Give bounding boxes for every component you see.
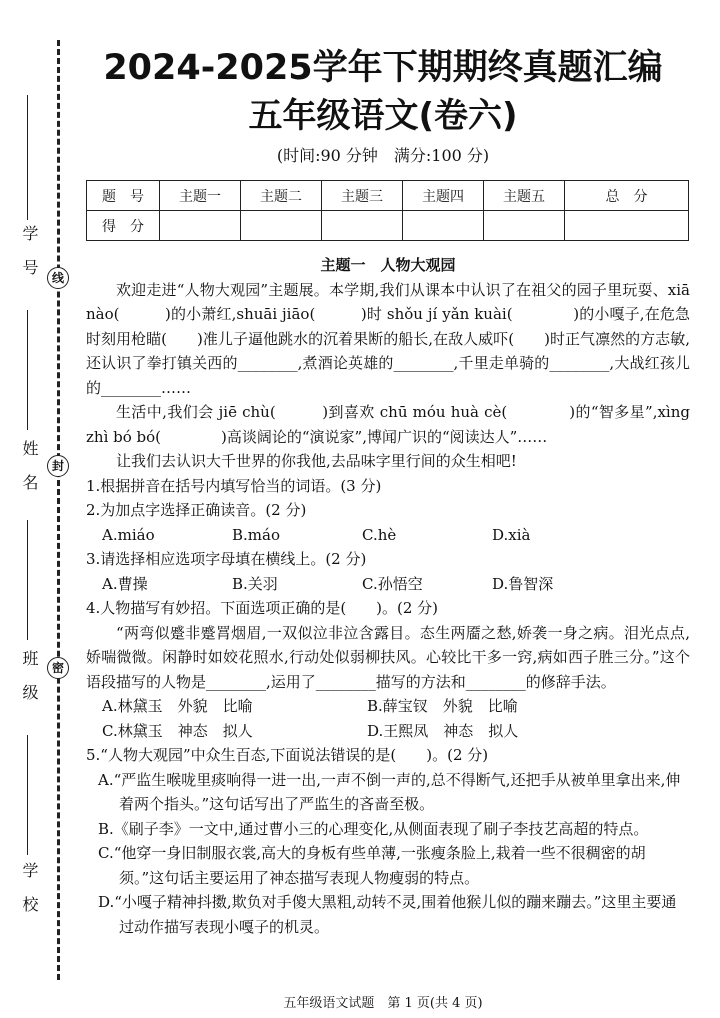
score-col-label: 题 号 xyxy=(87,181,160,211)
seal-xian: 线 xyxy=(47,267,69,289)
school-line xyxy=(27,735,28,855)
name-line xyxy=(27,310,28,430)
q4-option-c[interactable]: C.林黛玉 神态 拟人 xyxy=(102,721,253,740)
q5-option-a[interactable]: A.“严监生喉咙里痰响得一进一出,一声不倒一声的,总不得断气,还把手从被单里拿出来,伸着两个指头。”这句话写出了严监生的吝啬至极。 xyxy=(98,770,681,813)
score-cell[interactable] xyxy=(565,211,689,241)
score-cell[interactable] xyxy=(241,211,322,241)
q2-option-a[interactable]: A.miáo xyxy=(102,525,155,544)
score-cell[interactable] xyxy=(322,211,403,241)
score-col-topic3: 主题三 xyxy=(322,181,403,211)
question-5: 5.“人物大观园”中众生百态,下面说法错误的是( )。(2 分) xyxy=(86,746,489,764)
score-col-total: 总 分 xyxy=(565,181,689,211)
exam-subtitle: 五年级语文(卷六) xyxy=(248,96,518,136)
q4-option-b[interactable]: B.薛宝钗 外貌 比喻 xyxy=(367,697,518,715)
question-3: 3.请选择相应选项字母填在横线上。(2 分) xyxy=(86,550,367,568)
student-id-label: 学号 xyxy=(20,225,39,293)
question-1: 1.根据拼音在括号内填写恰当的词语。(3 分) xyxy=(86,476,382,495)
seal-mi: 密 xyxy=(47,657,69,679)
score-table-score-row xyxy=(87,211,689,241)
question-4: 4.人物描写有妙招。下面选项正确的是( )。(2 分) xyxy=(86,599,439,617)
question-2-options xyxy=(86,523,690,548)
intro-paragraph-1: 欢迎走进“人物大观园”主题展。本学期,我们从课本中认识了在祖父的园子里玩耍、xiā nào( )的小萧红,shuāi jiāo( )时 shǒu jí yǎn kuài( )的小嘎子,在危急时刻用枪瞄( )准儿子逼他跳水的沉着果断的船长,在敌人威吓( )时正气凛然的方志敏,还认识了拳打镇关西的________,煮酒论英雄的________,千里走单骑的________,大战红孩儿的________…… xyxy=(86,280,690,397)
question-2: 2.为加点字选择正确读音。(2 分) xyxy=(86,501,307,519)
score-col-topic2: 主题二 xyxy=(241,181,322,211)
score-col-topic4: 主题四 xyxy=(403,181,484,211)
q2-option-d[interactable]: D.xià xyxy=(492,525,531,544)
q4-option-d[interactable]: D.王熙凤 神态 拟人 xyxy=(367,721,519,740)
q3-option-d[interactable]: D.鲁智深 xyxy=(492,574,554,593)
score-cell[interactable] xyxy=(160,211,241,241)
q5-option-c[interactable]: C.“他穿一身旧制服衣裳,高大的身板有些单薄,一张瘦条脸上,栽着一些不很稠密的胡须。”这句话主要运用了神态描写表现人物瘦弱的特点。 xyxy=(98,844,646,887)
section-title: 主题一 人物大观园 xyxy=(320,256,456,274)
q3-option-c[interactable]: C.孙悟空 xyxy=(362,574,423,593)
student-id-line xyxy=(27,95,28,220)
name-label: 姓名 xyxy=(20,440,39,508)
time-info: (时间:90 分钟 满分:100 分) xyxy=(276,146,490,165)
score-cell[interactable] xyxy=(403,211,484,241)
intro-paragraph-3: 让我们去认识大千世界的你我他,去品味字里行间的众生相吧! xyxy=(116,452,517,470)
exam-title: 2024-2025学年下期期终真题汇编 xyxy=(103,48,663,88)
question-4-options-row2 xyxy=(86,719,690,744)
q2-option-b[interactable]: B.máo xyxy=(232,525,280,544)
q5-option-b[interactable]: B.《刷子李》一文中,通过曹小三的心理变化,从侧面表现了刷子李技艺高超的特点。 xyxy=(98,819,649,838)
score-row-label: 得 分 xyxy=(87,211,160,241)
question-3-options xyxy=(86,572,690,597)
q3-option-b[interactable]: B.关羽 xyxy=(232,574,278,593)
question-4-passage: “两弯似蹙非蹙罥烟眉,一双似泣非泣含露目。态生两靥之愁,娇袭一身之病。泪光点点,娇喘微微。闲静时如姣花照水,行动处似弱柳扶风。心较比干多一窍,病如西子胜三分。”这个语段描写的人物是________,运用了________描写的方法和________的修辞手法。 xyxy=(86,623,690,691)
q3-option-a[interactable]: A.曹操 xyxy=(102,574,148,593)
q2-option-c[interactable]: C.hè xyxy=(362,525,397,544)
score-table-header-row xyxy=(87,181,689,211)
seal-feng: 封 xyxy=(47,455,69,477)
school-label: 学校 xyxy=(20,862,39,930)
score-col-topic1: 主题一 xyxy=(160,181,241,211)
q5-option-d[interactable]: D.“小嘎子精神抖擞,欺负对手傻大黑粗,动转不灵,围着他猴儿似的蹦来蹦去。”这里主要通过动作描写表现小嘎子的机灵。 xyxy=(98,893,677,936)
q4-option-a[interactable]: A.林黛玉 外貌 比喻 xyxy=(102,697,253,715)
class-line xyxy=(27,520,28,640)
score-table xyxy=(86,180,689,241)
question-4-options-row1 xyxy=(86,694,690,719)
score-cell[interactable] xyxy=(484,211,565,241)
binding-strip xyxy=(0,0,72,1018)
score-col-topic5: 主题五 xyxy=(484,181,565,211)
class-label: 班级 xyxy=(20,650,39,718)
page-footer: 五年级语文试题 第 1 页(共 4 页) xyxy=(283,996,483,1011)
section-topic1 xyxy=(86,253,690,939)
intro-paragraph-2: 生活中,我们会 jiē chù( )到喜欢 chū móu huà cè( )的“智多星”,xìng zhì bó bó( )高谈阔论的“演说家”,博闻广识的“阅读达人”…… xyxy=(86,403,690,446)
binding-dashed-line xyxy=(57,40,60,980)
